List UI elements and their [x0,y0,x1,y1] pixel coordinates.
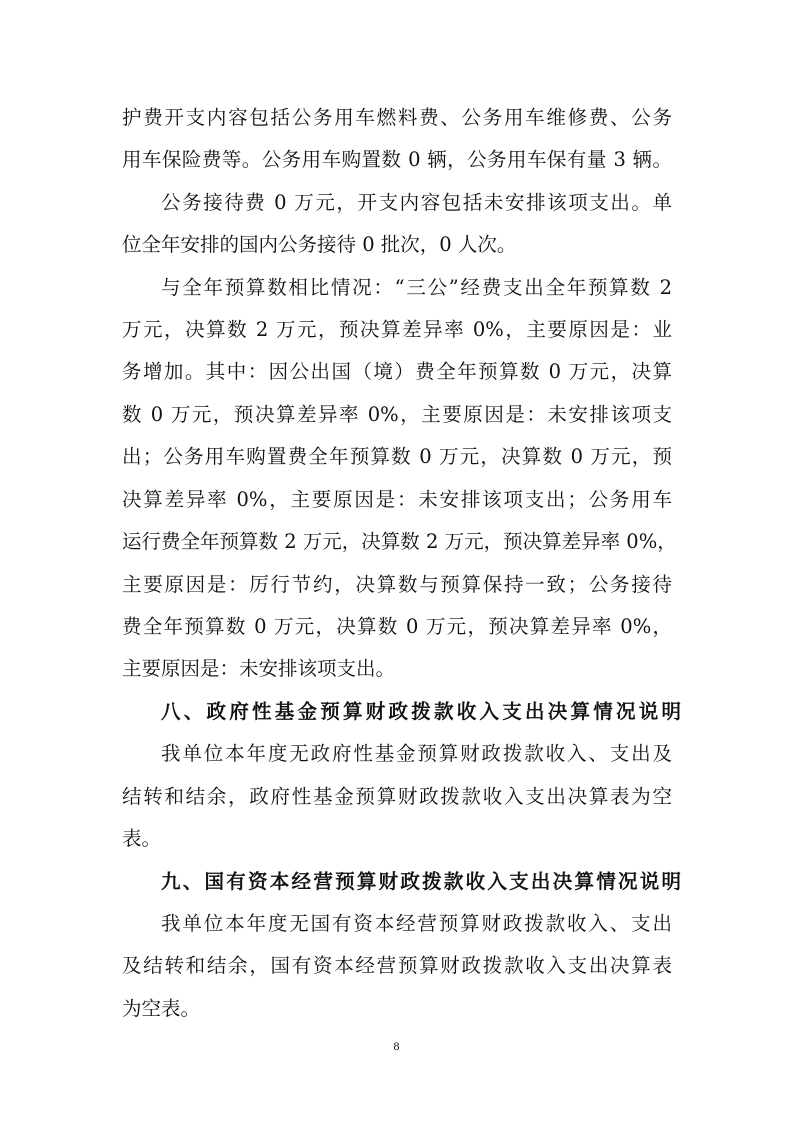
paragraph-1-line-2: 用车保险费等。公务用车购置数 0 辆，公务用车保有量 3 辆。 [122,148,672,171]
section-9-line-3: 为空表。 [122,997,201,1020]
paragraph-3-line-2: 万元，决算数 2 万元，预决算差异率 0%，主要原因是：业 [122,318,672,341]
paragraph-3-line-7: 运行费全年预算数 2 万元，决算数 2 万元，预决算差异率 0%， [122,530,677,553]
paragraph-2-line-1: 公务接待费 0 万元，开支内容包括未安排该项支出。单 [161,191,672,214]
paragraph-3-line-4: 数 0 万元，预决算差异率 0%，主要原因是：未安排该项支 [122,403,672,426]
section-8-heading: 八、政府性基金预算财政拨款收入支出决算情况说明 [161,700,681,723]
paragraph-1-line-1: 护费开支内容包括公务用车燃料费、公务用车维修费、公务 [122,106,672,129]
paragraph-3-line-1: 与全年预算数相比情况：“三公”经费支出全年预算数 2 [161,276,672,299]
paragraph-3-line-9: 费全年预算数 0 万元，决算数 0 万元，预决算差异率 0%， [122,615,672,638]
section-8-line-3: 表。 [122,827,162,850]
paragraph-3-line-10: 主要原因是：未安排该项支出。 [122,657,396,680]
paragraph-3-line-8: 主要原因是：厉行节约，决算数与预算保持一致；公务接待 [122,573,672,596]
paragraph-3-line-6: 决算差异率 0%，主要原因是：未安排该项支出；公务用车 [122,488,672,511]
section-8-line-1: 我单位本年度无政府性基金预算财政拨款收入、支出及 [161,742,672,765]
page-number: 8 [393,1039,400,1053]
paragraph-3-line-3: 务增加。其中：因公出国（境）费全年预算数 0 万元，决算 [122,360,672,383]
section-8-line-2: 结转和结余，政府性基金预算财政拨款收入支出决算表为空 [122,785,672,808]
paragraph-2-line-2: 位全年安排的国内公务接待 0 批次，0 人次。 [122,233,517,256]
paragraph-3-line-5: 出；公务用车购置费全年预算数 0 万元，决算数 0 万元，预 [122,445,672,468]
section-9-line-2: 及结转和结余，国有资本经营预算财政拨款收入支出决算表 [122,954,672,977]
section-9-heading: 九、国有资本经营预算财政拨款收入支出决算情况说明 [161,870,681,893]
section-9-line-1: 我单位本年度无国有资本经营预算财政拨款收入、支出 [161,912,672,935]
